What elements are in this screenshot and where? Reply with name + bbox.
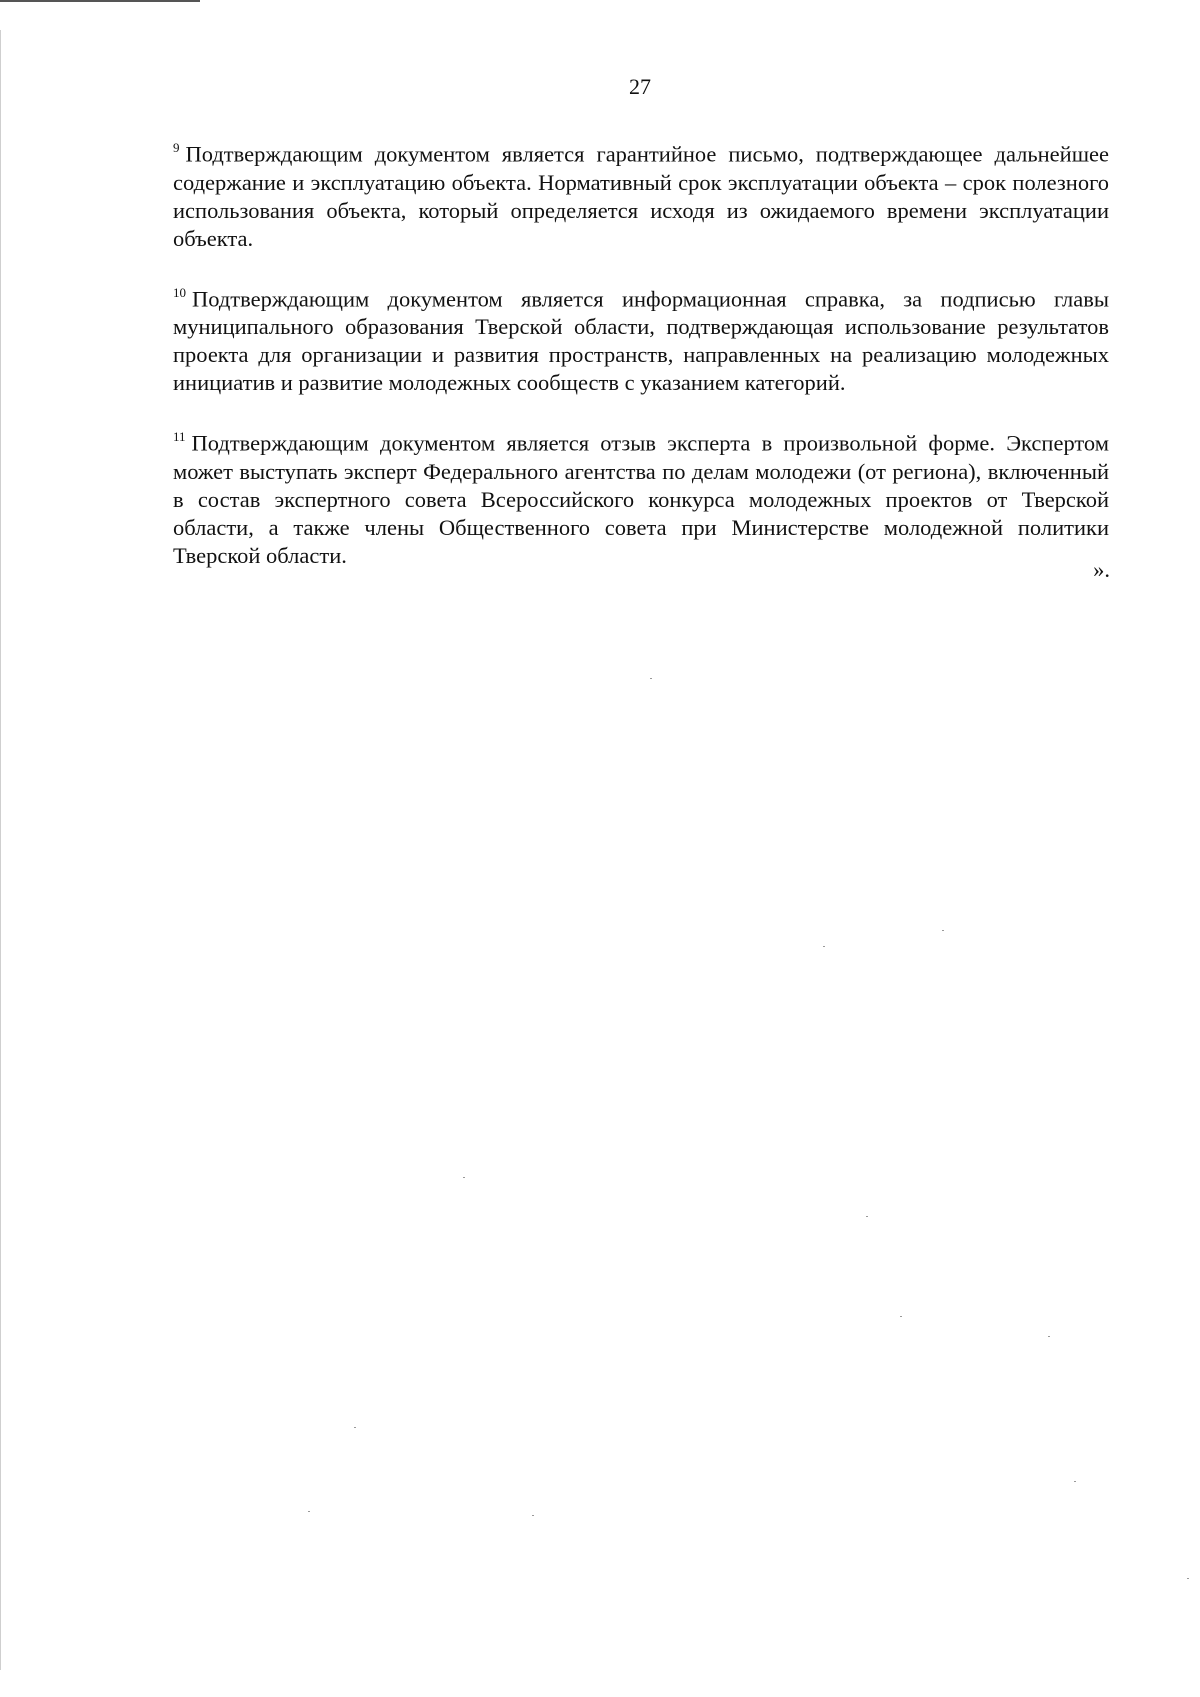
footnote-marker: 9 — [173, 140, 180, 155]
footnotes — [173, 135, 1109, 597]
closing-quote: ». — [1093, 557, 1110, 582]
footnote-9 — [173, 135, 1109, 253]
scan-speck — [1187, 1578, 1189, 1579]
scan-speck — [532, 1515, 534, 1516]
scan-speck — [866, 1216, 868, 1217]
footnote-marker: 10 — [173, 284, 186, 300]
footnote-marker: 11 — [173, 429, 186, 444]
scan-speck — [1048, 1336, 1050, 1337]
footnote-text: Подтверждающим документом является гарантийное письмо, подтверждающее дальнейшее содержание и эксплуатацию объекта. Нормативный срок эксплуатации объекта – срок полезного использования объекта, который определяется исходя из ожидаемого времени эксплуатации объекта. — [173, 141, 1109, 251]
scan-speck — [308, 1511, 310, 1512]
scan-speck — [942, 930, 944, 931]
footnote-text: Подтверждающим документом является информационная справка, за подписью главы муниципального образования Тверской области, подтверждающая использование результатов проекта для организации и развития пространств, направленных на реализацию молодежных инициатив и развитие молодежных сообществ с указанием категорий. — [173, 286, 1109, 395]
scan-speck — [1074, 1481, 1076, 1482]
footnote-text: Подтверждающим документом является отзыв эксперта в произвольной форме. Экспертом может выступать эксперт Федерального агентства по делам молодежи (от региона), включенный в состав экспертного совета Всероссийского конкурса молодежных проектов от Тверской области, а также члены Общественного совета при Министерстве молодежной политики Тверской области. — [173, 430, 1109, 568]
scan-speck — [900, 1316, 902, 1317]
scan-edge-top — [0, 0, 200, 2]
scan-speck — [354, 1427, 356, 1428]
footnote-11 — [173, 424, 1109, 570]
page-number: 27 — [629, 74, 651, 99]
scan-speck — [823, 946, 825, 947]
scan-speck — [463, 1177, 465, 1178]
scan-edge-left — [0, 30, 1, 1670]
footnote-10 — [173, 280, 1109, 398]
scan-speck — [650, 678, 652, 679]
